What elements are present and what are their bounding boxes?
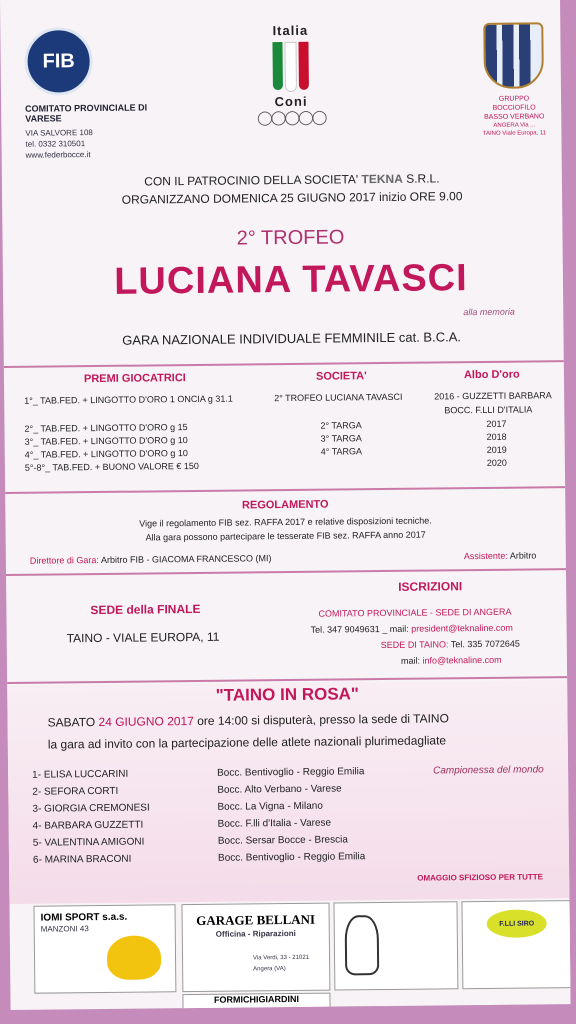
- sede-place: TAINO - VIALE EUROPA, 11: [66, 629, 220, 646]
- rosa-title: "TAINO IN ROSA": [215, 684, 360, 705]
- table-row: 2°_ TAB.FED. + LINGOTTO D'ORO g 15 2° TARGA 2017: [24, 418, 507, 434]
- regolamento-line1: Vige il regolamento FIB sez. RAFFA 2017 e relative disposizioni tecniche.: [139, 515, 432, 529]
- col-albo: Albo D'oro: [463, 368, 520, 382]
- omaggio-text: OMAGGIO SFIZIOSO PER TUTTE: [417, 872, 544, 883]
- address-text: VIA SALVORE 108: [25, 128, 93, 138]
- trophy-edition: 2° TROFEO: [236, 226, 345, 250]
- regolamento-title: REGOLAMENTO: [241, 498, 329, 512]
- rosa-line1: SABATO 24 GIUGNO 2017 ore 14:00 si disputerà, presso la sede di TAINO: [47, 711, 449, 730]
- flag-icon: [270, 42, 311, 90]
- ad-iomi-sport: IOMI SPORT s.a.s. MANZONI 43: [33, 904, 176, 993]
- comitato-text: COMITATO PROVINCIALE DI VARESE: [25, 102, 148, 124]
- olympic-rings-icon: ◯◯◯◯◯: [256, 108, 326, 126]
- list-item: 6- MARINA BRACONI Bocc. Bentivoglio - Reggio Emilia: [32, 851, 366, 866]
- club-shield-icon: [483, 22, 544, 89]
- sede-title: SEDE della FINALE: [90, 601, 201, 618]
- direttore: Direttore di Gara: Arbitro FIB - GIACOMA FRANCESCO (MI): [29, 553, 272, 566]
- col-society: SOCIETA': [315, 370, 367, 383]
- col-prizes: PREMI GIOCATRICI: [83, 372, 186, 386]
- trophy-name: LUCIANA TAVASCI: [114, 257, 468, 303]
- mail-link[interactable]: info@teknaline.com: [422, 654, 502, 666]
- trophy-subtitle: GARA NAZIONALE INDIVIDUALE FEMMINILE cat. B.C.A.: [122, 329, 462, 348]
- divider: [6, 568, 566, 576]
- mail-link[interactable]: president@teknaline.com: [411, 622, 513, 634]
- club-address-1: ANGERA Via ...: [493, 122, 536, 129]
- fib-block: [24, 26, 185, 161]
- regolamento-line2: Alla gara possono partecipare le tesserate FIB sez. RAFFA anno 2017: [145, 529, 426, 543]
- ad-garage-bellani: GARAGE BELLANI Officina - Riparazioni Via Verdi, 33 - 21021 Angera (VA): [181, 903, 330, 993]
- ad-formichi: FORMICHIGIARDINI: [182, 993, 330, 1010]
- divider: [4, 360, 564, 368]
- club-address-2: TAINO Viale Europa, 11: [482, 130, 547, 137]
- prize-table: [24, 390, 565, 476]
- list-item: 4- BARBARA GUZZETTI Bocc. F.lli d'Italia - Varese: [32, 817, 332, 832]
- club-name-2: BASSO VERBANO: [484, 113, 545, 121]
- list-item: 2- SEFORA CORTI Bocc. Alto Verbano - Varese: [32, 783, 342, 798]
- iscrizioni-contact3: mail: info@teknaline.com: [400, 654, 502, 666]
- table-row: 4°_ TAB.FED. + LINGOTTO D'ORO g 10 4° TARGA 2019: [24, 444, 507, 460]
- intro-line1: CON IL PATROCINIO DELLA SOCIETA': [144, 172, 359, 189]
- table-row: 1°_ TAB.FED. + LINGOTTO D'ORO 1 ONCIA g 31.1 2° TROFEO LUCIANA TAVASCI 2016 - GUZZETTI BARBARA: [24, 390, 552, 406]
- iscrizioni-contact1: Tel. 347 9049631 _ mail: president@teknaline.com: [310, 622, 513, 635]
- table-row: 3°_ TAB.FED. + LINGOTTO D'ORO g 10 3° TARGA 2018: [24, 431, 507, 447]
- ad-figure: [333, 901, 458, 990]
- iscrizioni-line1: COMITATO PROVINCIALE - SEDE DI ANGERA: [318, 606, 512, 619]
- athletes-list: [32, 764, 569, 872]
- list-item: 5- VALENTINA AMIGONI Bocc. Sersar Bocce - Brescia: [32, 834, 348, 849]
- memory-text: alla memoria: [463, 306, 515, 318]
- intro-line2: ORGANIZZANO DOMENICA 25 GIUGNO 2017 inizio ORE 9.00: [121, 189, 463, 207]
- club-name-1: GRUPPO BOCCIOFILO: [492, 95, 536, 112]
- heart-logo-icon: [107, 935, 161, 980]
- coni-block: [250, 23, 331, 127]
- figure-logo-icon: [345, 915, 380, 975]
- club-block: [478, 22, 549, 138]
- srl-text: S.R.L.: [406, 171, 440, 186]
- rosa-line2: la gara ad invito con la partecipazione delle atlete nazionali plurimedagliate: [47, 733, 447, 752]
- list-item: 3- GIORGIA CREMONESI Bocc. La Vigna - Milano: [32, 800, 323, 815]
- table-row: 5°-8°_ TAB.FED. + BUONO VALORE € 150 2020: [24, 457, 507, 473]
- assistente: Assistente: Arbitro: [463, 550, 537, 562]
- intro: [62, 171, 522, 208]
- fib-logo: FIB: [24, 27, 93, 96]
- divider: [5, 486, 565, 494]
- sponsor-name: TEKNA: [361, 171, 403, 187]
- ad-siro: F.LLI SIRO: [461, 900, 570, 989]
- italia-text: Italia: [272, 22, 309, 39]
- coni-text: Coni: [274, 93, 308, 110]
- tel-text: tel. 0332 310501: [25, 139, 86, 149]
- list-item: 1- ELISA LUCCARINI Bocc. Bentivoglio - Reggio Emilia Campionessa del mondo: [32, 764, 544, 781]
- web-text: www.federbocce.it: [25, 150, 91, 160]
- table-row: BOCC. F.LLI D'ITALIA: [444, 404, 533, 416]
- iscrizioni-contact2: SEDE DI TAINO: Tel. 335 7072645: [380, 638, 520, 651]
- iscrizioni-title: ISCRIZIONI: [398, 579, 463, 594]
